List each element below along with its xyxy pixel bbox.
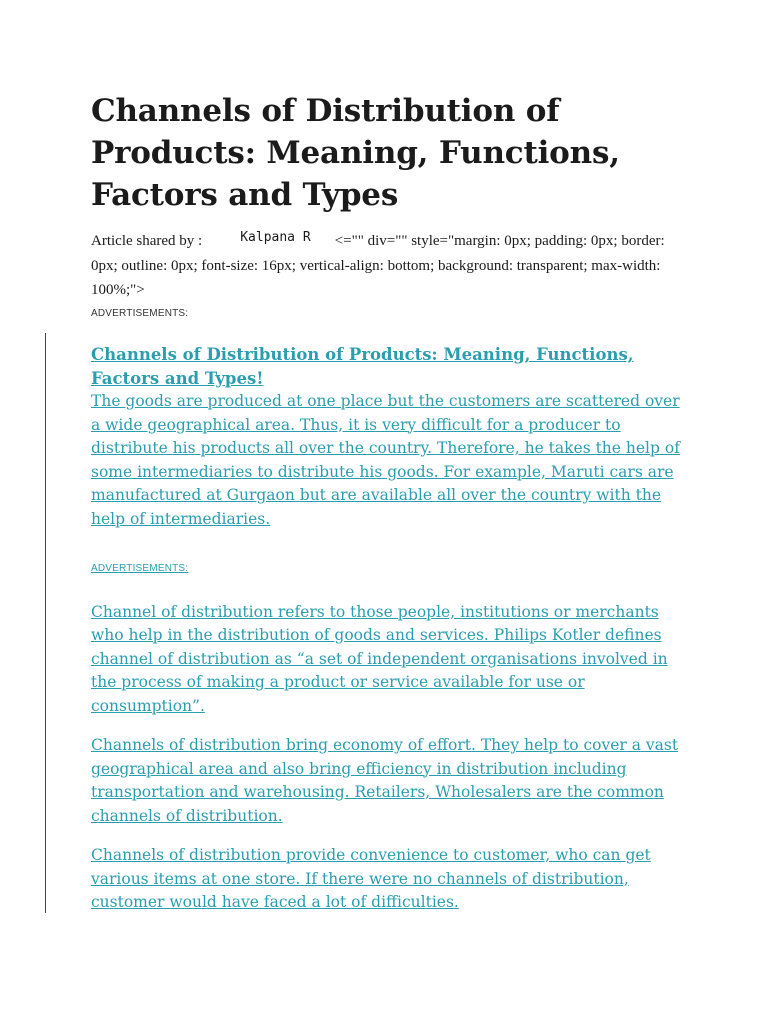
byline-raw-markup: <="" div="" style="margin: 0px; padding: 0px; border: 0px; outline: 0px; font-size: 16px; vertical-align: bottom; background: transparent; max-width: 100%;"> (91, 233, 665, 298)
byline (91, 229, 676, 302)
page-title: Channels of Distribution of Products: Meaning, Functions, Factors and Types (91, 93, 620, 213)
subheading-link[interactable]: Channels of Distribution of Products: Meaning, Functions, Factors and Types! (91, 345, 634, 388)
paragraph-link-2[interactable]: Channel of distribution refers to those people, institutions or merchants who help in the distribution of goods and services. Philips Kotler defines channel of distribution as “a set of independent organisations involved in the process of making a product or service available for use or consumption”. (91, 602, 668, 715)
article-body (91, 343, 681, 915)
byline-prefix: Article shared by : (91, 233, 203, 249)
paragraph-link-1[interactable]: The goods are produced at one place but the customers are scattered over a wide geographical area. Thus, it is very difficult for a producer to distribute his products all over the country. Therefore, he takes the help of some intermediaries to distribute his goods. For example, Maruti cars are manufactured at Gurgaon but are available all over the country with the help of intermediaries. (91, 392, 680, 528)
article (91, 90, 691, 931)
advertisement-label: ADVERTISEMENTS: (91, 308, 189, 319)
advertisement-link-label[interactable]: ADVERTISEMENTS: (91, 563, 189, 574)
left-margin-rule (45, 333, 46, 913)
paragraph-link-3[interactable]: Channels of distribution bring economy of effort. They help to cover a vast geographical area and also bring efficiency in distribution including transportation and warehousing. Retailers, Wholesalers are the common channels of distribution. (91, 736, 679, 825)
author-name: Kalpana R (240, 230, 311, 245)
paragraph-link-4[interactable]: Channels of distribution provide convenience to customer, who can get various items at one store. If there were no channels of distribution, customer would have faced a lot of difficulties. (91, 846, 651, 911)
